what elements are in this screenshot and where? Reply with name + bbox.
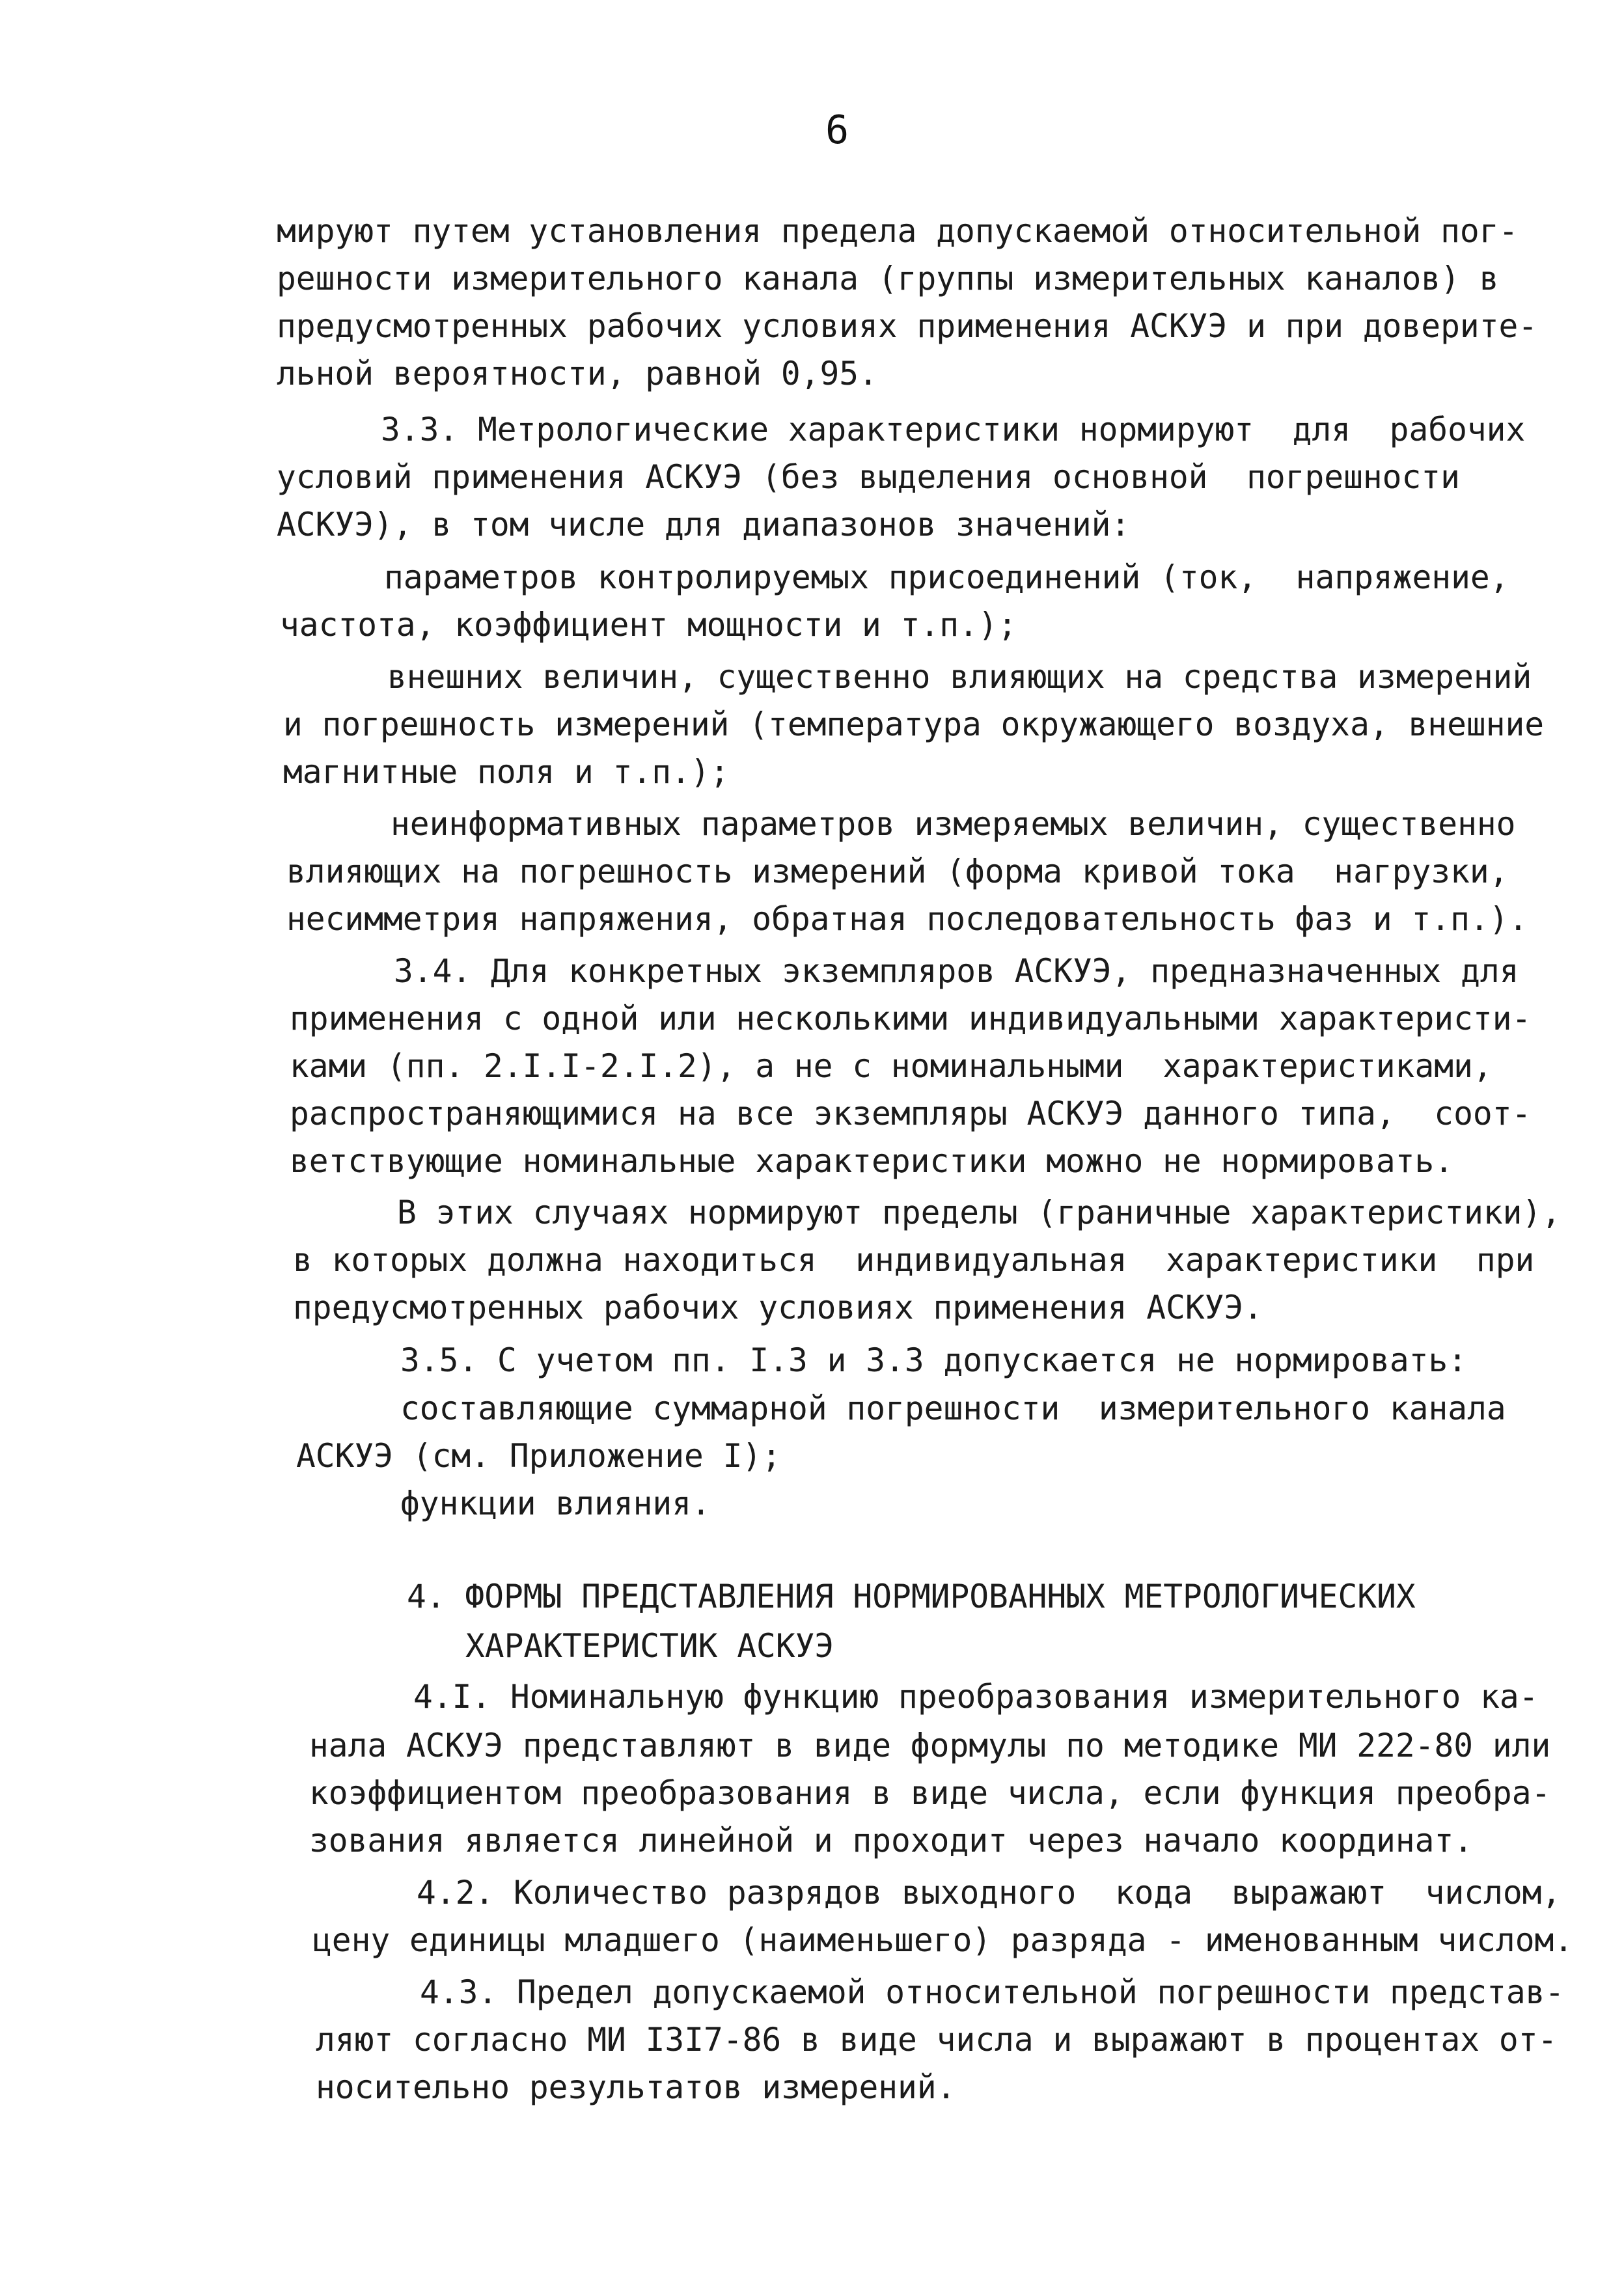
text-line: составляющие суммарной погрешности измерительного канала bbox=[400, 1390, 1506, 1427]
text-line: функции влияния. bbox=[400, 1485, 711, 1522]
text-line: применения с одной или несколькими индивидуальными характеристи- bbox=[290, 1000, 1532, 1037]
text-line: зования является линейной и проходит через начало координат. bbox=[309, 1822, 1474, 1859]
section-4-2-heading-line: 4.2. Количество разрядов выходного кода выражают числом, bbox=[417, 1874, 1562, 1912]
text-line: предусмотренных рабочих условиях применения АСКУЭ. bbox=[293, 1289, 1263, 1326]
text-line: влияющих на погрешность измерений (форма кривой тока нагрузки, bbox=[286, 853, 1509, 890]
text-line: ветствующие номинальные характеристики можно не нормировать. bbox=[290, 1142, 1454, 1180]
text-line: ками (пп. 2.I.I-2.I.2), а не с номинальными характеристиками, bbox=[290, 1047, 1493, 1085]
text-line: решности измерительного канала (группы измерительных каналов) в bbox=[277, 260, 1499, 297]
text-line: носительно результатов измерений. bbox=[316, 2068, 956, 2106]
text-line: В этих случаях нормируют пределы (граничные характеристики), bbox=[397, 1194, 1562, 1231]
section-4-title: ХАРАКТЕРИСТИК АСКУЭ bbox=[465, 1627, 834, 1665]
section-3-3-heading-line: 3.3. Метрологические характеристики нормируют для рабочих bbox=[381, 411, 1526, 448]
text-line: мируют путем установления предела допускаемой относительной пог- bbox=[277, 212, 1519, 250]
text-line: магнитные поля и т.п.); bbox=[283, 753, 730, 791]
page-number: 6 bbox=[825, 107, 849, 153]
text-line: параметров контролируемых присоединений (ток, напряжение, bbox=[384, 558, 1509, 596]
text-line: неинформативных параметров измеряемых величин, существенно bbox=[391, 805, 1516, 843]
text-line: внешних величин, существенно влияющих на средства измерений bbox=[387, 658, 1532, 696]
text-line: предусмотренных рабочих условиях применения АСКУЭ и при доверите- bbox=[277, 307, 1538, 345]
section-4-1-heading-line: 4.I. Номинальную функцию преобразования измерительного ка- bbox=[413, 1678, 1539, 1716]
text-line: цену единицы младшего (наименьшего) разряда - именованным числом. bbox=[312, 1921, 1574, 1959]
text-line: нала АСКУЭ представляют в виде формулы по методике МИ 222-80 или bbox=[309, 1727, 1551, 1764]
text-line: и погрешность измерений (температура окружающего воздуха, внешние bbox=[283, 706, 1545, 743]
section-3-5-heading-line: 3.5. С учетом пп. I.3 и 3.3 допускается не нормировать: bbox=[400, 1341, 1468, 1379]
text-line: коэффициентом преобразования в виде числа, если функция преобра- bbox=[309, 1774, 1551, 1812]
text-line: АСКУЭ), в том числе для диапазонов значений: bbox=[277, 506, 1131, 543]
text-line: АСКУЭ (см. Приложение I); bbox=[296, 1437, 782, 1475]
text-line: распространяющимися на все экземпляры АСКУЭ данного типа, соот- bbox=[290, 1095, 1532, 1132]
text-line: льной вероятности, равной 0,95. bbox=[277, 355, 878, 392]
section-4-title: 4. ФОРМЫ ПРЕДСТАВЛЕНИЯ НОРМИРОВАННЫХ МЕТРОЛОГИЧЕСКИХ bbox=[407, 1578, 1416, 1615]
text-line: в которых должна находиться индивидуальная характеристики при bbox=[293, 1241, 1535, 1279]
section-3-4-heading-line: 3.4. Для конкретных экземпляров АСКУЭ, предназначенных для bbox=[394, 952, 1519, 990]
text-line: несимметрия напряжения, обратная последовательность фаз и т.п.). bbox=[286, 900, 1528, 938]
text-line: ляют согласно МИ I3I7-86 в виде числа и выражают в процентах от- bbox=[316, 2021, 1558, 2059]
text-line: условий применения АСКУЭ (без выделения основной погрешности bbox=[277, 458, 1460, 496]
section-4-3-heading-line: 4.3. Предел допускаемой относительной погрешности представ- bbox=[420, 1973, 1565, 2011]
text-line: частота, коэффициент мощности и т.п.); bbox=[280, 606, 1017, 644]
